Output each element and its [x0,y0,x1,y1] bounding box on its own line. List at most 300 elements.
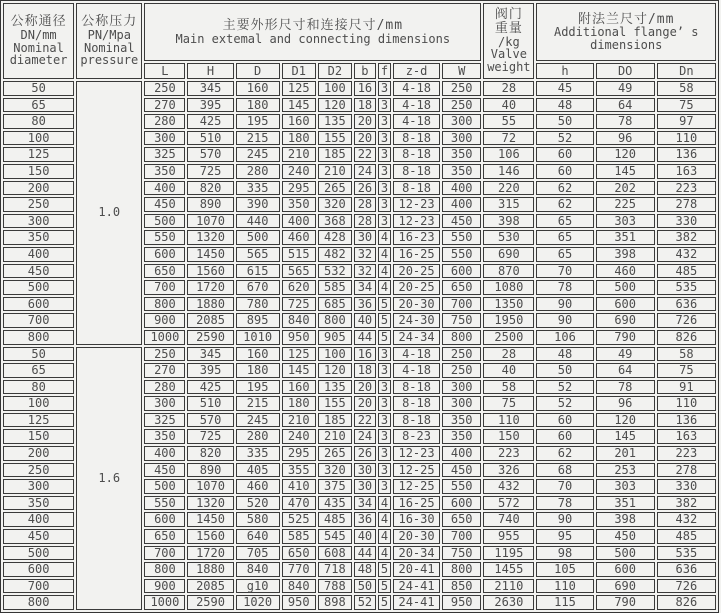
table-header [3,3,716,79]
cell-Dn: 110 [657,396,716,411]
cell-f: 4 [378,264,391,279]
cell-H: 1450 [187,247,233,262]
cell-z-d: 20-30 [393,529,440,544]
cell-z-d: 20-25 [393,280,440,295]
cell-D1: 125 [282,347,316,362]
cell-b: 30 [354,230,376,245]
cell-z-d: 24-34 [393,330,440,345]
cell-dn: 500 [3,546,74,561]
cell-L: 600 [144,512,185,527]
cell-dn: 450 [3,264,74,279]
cell-DO: 690 [596,579,655,594]
cell-H: 510 [187,396,233,411]
cell-weight: 315 [483,197,534,212]
cell-Dn: 58 [657,347,716,362]
cell-z-d: 8-18 [393,181,440,196]
cell-H: 1070 [187,214,233,229]
section-pn-1_6 [3,347,716,611]
header-nominal-pressure-en2: pressure [80,53,139,68]
cell-b: 30 [354,479,376,494]
cell-z-d: 8-18 [393,164,440,179]
cell-H: 820 [187,181,233,196]
cell-DO: 450 [596,529,655,544]
cell-W: 300 [442,131,481,146]
cell-b: 32 [354,264,376,279]
cell-b: 44 [354,546,376,561]
cell-D2: 585 [318,280,352,295]
cell-D2: 375 [318,479,352,494]
cell-Dn: 163 [657,429,716,444]
cell-H: 1880 [187,297,233,312]
col-header-W: W [442,63,481,79]
cell-D1: 410 [282,479,316,494]
cell-D: 840 [236,562,280,577]
cell-D2: 905 [318,330,352,345]
cell-f: 4 [378,280,391,295]
cell-b: 26 [354,181,376,196]
cell-f: 3 [378,164,391,179]
cell-DO: 120 [596,413,655,428]
header-nominal-pressure [76,3,142,79]
cell-DO: 64 [596,363,655,378]
cell-W: 850 [442,579,481,594]
cell-D1: 125 [282,81,316,96]
cell-W: 550 [442,247,481,262]
cell-D: 705 [236,546,280,561]
cell-H: 2590 [187,330,233,345]
cell-D1: 160 [282,380,316,395]
cell-W: 350 [442,147,481,162]
cell-dn: 125 [3,147,74,162]
cell-D: 245 [236,147,280,162]
cell-z-d: 20-30 [393,297,440,312]
cell-h: 60 [536,147,593,162]
cell-z-d: 16-25 [393,247,440,262]
cell-W: 350 [442,413,481,428]
cell-H: 725 [187,164,233,179]
cell-D1: 840 [282,313,316,328]
cell-H: 1070 [187,479,233,494]
cell-h: 45 [536,81,593,96]
cell-DO: 351 [596,230,655,245]
cell-b: 20 [354,114,376,129]
cell-H: 820 [187,446,233,461]
cell-weight: 1080 [483,280,534,295]
cell-z-d: 8-18 [393,131,440,146]
cell-z-d: 20-41 [393,562,440,577]
cell-dn: 450 [3,529,74,544]
cell-weight: 55 [483,114,534,129]
cell-h: 48 [536,98,593,113]
cell-L: 1000 [144,330,185,345]
cell-D: 180 [236,363,280,378]
cell-D2: 185 [318,413,352,428]
cell-b: 34 [354,496,376,511]
cell-h: 98 [536,546,593,561]
cell-D: g10 [236,579,280,594]
cell-Dn: 485 [657,529,716,544]
cell-dn: 50 [3,347,74,362]
cell-weight: 28 [483,347,534,362]
cell-D2: 320 [318,197,352,212]
cell-D: 215 [236,131,280,146]
cell-weight: 220 [483,181,534,196]
cell-Dn: 432 [657,247,716,262]
cell-weight: 150 [483,429,534,444]
cell-D2: 135 [318,380,352,395]
cell-z-d: 12-25 [393,479,440,494]
cell-D2: 482 [318,247,352,262]
cell-f: 3 [378,429,391,444]
cell-Dn: 278 [657,197,716,212]
header-valve-weight-unit: /kg [498,34,520,49]
cell-L: 270 [144,98,185,113]
cell-dn: 100 [3,131,74,146]
cell-D2: 320 [318,463,352,478]
col-header-L: L [144,63,185,79]
cell-W: 400 [442,181,481,196]
cell-z-d: 24-41 [393,595,440,610]
cell-D2: 788 [318,579,352,594]
cell-W: 800 [442,330,481,345]
header-flange-en2: dimensions [590,37,663,52]
cell-z-d: 4-18 [393,114,440,129]
cell-Dn: 726 [657,579,716,594]
cell-b: 34 [354,280,376,295]
cell-D2: 100 [318,347,352,362]
cell-dn: 200 [3,181,74,196]
cell-L: 250 [144,81,185,96]
cell-W: 550 [442,230,481,245]
cell-W: 350 [442,164,481,179]
cell-D: 215 [236,396,280,411]
cell-f: 4 [378,529,391,544]
cell-D2: 120 [318,98,352,113]
cell-D1: 400 [282,214,316,229]
cell-weight: 1455 [483,562,534,577]
cell-h: 90 [536,512,593,527]
cell-f: 3 [378,98,391,113]
cell-h: 106 [536,330,593,345]
cell-b: 18 [354,98,376,113]
cell-D1: 210 [282,147,316,162]
cell-weight: 40 [483,363,534,378]
cell-z-d: 16-30 [393,512,440,527]
cell-W: 450 [442,214,481,229]
cell-D1: 180 [282,131,316,146]
cell-DO: 600 [596,297,655,312]
cell-dn: 800 [3,330,74,345]
cell-L: 700 [144,280,185,295]
cell-b: 36 [354,512,376,527]
cell-D1: 350 [282,197,316,212]
cell-W: 300 [442,396,481,411]
cell-DO: 351 [596,496,655,511]
cell-H: 425 [187,380,233,395]
cell-D2: 210 [318,429,352,444]
cell-b: 24 [354,164,376,179]
cell-W: 250 [442,98,481,113]
col-header-D1: D1 [282,63,316,79]
cell-Dn: 97 [657,114,716,129]
cell-L: 900 [144,313,185,328]
cell-D: 280 [236,429,280,444]
cell-f: 3 [378,363,391,378]
cell-H: 2590 [187,595,233,610]
table-row [3,81,716,96]
cell-DO: 398 [596,512,655,527]
cell-DO: 201 [596,446,655,461]
cell-Dn: 330 [657,214,716,229]
cell-H: 1720 [187,280,233,295]
cell-L: 800 [144,562,185,577]
cell-D1: 240 [282,429,316,444]
cell-W: 700 [442,297,481,312]
header-nominal-pressure-unit: PN/Mpa [87,27,131,42]
cell-L: 1000 [144,595,185,610]
cell-W: 550 [442,479,481,494]
cell-f: 5 [378,595,391,610]
cell-DO: 145 [596,164,655,179]
cell-h: 60 [536,164,593,179]
cell-L: 280 [144,380,185,395]
cell-z-d: 16-23 [393,230,440,245]
cell-DO: 500 [596,280,655,295]
cell-D2: 800 [318,313,352,328]
cell-DO: 225 [596,197,655,212]
header-valve-weight [483,3,534,79]
cell-Dn: 485 [657,264,716,279]
cell-D1: 650 [282,546,316,561]
cell-L: 270 [144,363,185,378]
cell-f: 3 [378,131,391,146]
cell-D: 640 [236,529,280,544]
cell-weight: 1350 [483,297,534,312]
cell-L: 350 [144,164,185,179]
cell-D: 195 [236,114,280,129]
cell-z-d: 4-18 [393,98,440,113]
col-header-H: H [187,63,233,79]
cell-W: 250 [442,81,481,96]
cell-L: 650 [144,529,185,544]
cell-D1: 840 [282,579,316,594]
cell-h: 60 [536,429,593,444]
cell-h: 48 [536,347,593,362]
col-header-f: f [378,63,391,79]
cell-b: 32 [354,247,376,262]
cell-H: 1450 [187,512,233,527]
cell-D2: 265 [318,446,352,461]
cell-D2: 532 [318,264,352,279]
cell-L: 325 [144,147,185,162]
cell-W: 400 [442,446,481,461]
cell-D1: 295 [282,181,316,196]
cell-H: 1880 [187,562,233,577]
cell-f: 4 [378,247,391,262]
cell-f: 5 [378,562,391,577]
cell-H: 345 [187,347,233,362]
cell-D1: 585 [282,529,316,544]
cell-h: 65 [536,214,593,229]
cell-f: 5 [378,313,391,328]
header-valve-weight-en1: Valve [490,47,527,62]
cell-D2: 265 [318,181,352,196]
cell-z-d: 24-41 [393,579,440,594]
table-row [3,347,716,362]
cell-Dn: 432 [657,512,716,527]
cell-h: 70 [536,479,593,494]
cell-f: 3 [378,347,391,362]
cell-D: 405 [236,463,280,478]
cell-Dn: 75 [657,363,716,378]
col-header-D: D [236,63,280,79]
col-header-h: h [536,63,593,79]
cell-h: 60 [536,413,593,428]
cell-D2: 485 [318,512,352,527]
cell-D2: 155 [318,396,352,411]
cell-D2: 100 [318,81,352,96]
cell-h: 115 [536,595,593,610]
cell-W: 650 [442,280,481,295]
cell-W: 250 [442,363,481,378]
section-pn-1_0 [3,81,716,345]
cell-L: 325 [144,413,185,428]
cell-b: 24 [354,429,376,444]
cell-L: 900 [144,579,185,594]
cell-weight: 75 [483,396,534,411]
cell-D1: 620 [282,280,316,295]
cell-L: 280 [144,114,185,129]
cell-DO: 790 [596,330,655,345]
cell-D1: 160 [282,114,316,129]
cell-DO: 790 [596,595,655,610]
cell-b: 44 [354,330,376,345]
cell-dn: 400 [3,512,74,527]
cell-DO: 303 [596,479,655,494]
cell-weight: 1195 [483,546,534,561]
cell-dn: 700 [3,313,74,328]
cell-L: 300 [144,396,185,411]
cell-b: 22 [354,147,376,162]
cell-f: 4 [378,496,391,511]
cell-f: 5 [378,297,391,312]
cell-h: 95 [536,529,593,544]
cell-L: 650 [144,264,185,279]
header-valve-weight-en2: weight [487,59,531,74]
cell-h: 65 [536,230,593,245]
cell-DO: 49 [596,81,655,96]
cell-D2: 545 [318,529,352,544]
cell-H: 1560 [187,264,233,279]
cell-Dn: 163 [657,164,716,179]
header-nominal-diameter-unit: DN/mm [20,27,57,42]
cell-f: 3 [378,147,391,162]
header-flange-zh: 附法兰尺寸/mm [577,11,675,27]
cell-L: 550 [144,496,185,511]
cell-H: 2085 [187,313,233,328]
cell-f: 4 [378,512,391,527]
cell-W: 350 [442,429,481,444]
cell-b: 20 [354,380,376,395]
cell-Dn: 136 [657,413,716,428]
cell-D: 280 [236,164,280,179]
cell-dn: 65 [3,363,74,378]
cell-z-d: 20-25 [393,264,440,279]
cell-weight: 1950 [483,313,534,328]
cell-h: 52 [536,380,593,395]
cell-dn: 250 [3,463,74,478]
cell-dn: 800 [3,595,74,610]
cell-f: 3 [378,214,391,229]
cell-D1: 295 [282,446,316,461]
cell-b: 36 [354,297,376,312]
cell-D1: 515 [282,247,316,262]
cell-weight: 572 [483,496,534,511]
cell-dn: 300 [3,479,74,494]
header-nominal-diameter-zh: 公称通径 [10,14,67,30]
cell-DO: 49 [596,347,655,362]
cell-D: 440 [236,214,280,229]
cell-h: 52 [536,396,593,411]
cell-z-d: 12-23 [393,197,440,212]
cell-z-d: 8-23 [393,429,440,444]
cell-b: 52 [354,595,376,610]
cell-L: 450 [144,463,185,478]
cell-z-d: 24-30 [393,313,440,328]
cell-DO: 690 [596,313,655,328]
cell-Dn: 826 [657,595,716,610]
cell-z-d: 4-18 [393,363,440,378]
cell-D: 160 [236,347,280,362]
cell-f: 3 [378,396,391,411]
cell-D1: 145 [282,363,316,378]
cell-weight: 2500 [483,330,534,345]
cell-D: 565 [236,247,280,262]
header-main-dimensions-zh: 主要外形尺寸和连接尺寸/mm [222,17,404,33]
cell-dn: 150 [3,429,74,444]
cell-Dn: 110 [657,131,716,146]
cell-z-d: 8-18 [393,396,440,411]
cell-b: 28 [354,197,376,212]
header-nominal-pressure-zh: 公称压力 [81,14,138,30]
cell-f: 3 [378,380,391,395]
header-main-dimensions-en: Main extemal and connecting dimensions [175,31,451,46]
cell-L: 500 [144,479,185,494]
cell-f: 5 [378,579,391,594]
cell-weight: 2630 [483,595,534,610]
cell-H: 725 [187,429,233,444]
cell-D1: 240 [282,164,316,179]
cell-weight: 398 [483,214,534,229]
cell-D: 580 [236,512,280,527]
cell-Dn: 330 [657,479,716,494]
cell-Dn: 58 [657,81,716,96]
header-valve-weight-zh1: 阀门 [494,7,523,23]
cell-dn: 400 [3,247,74,262]
cell-H: 1320 [187,230,233,245]
cell-Dn: 535 [657,546,716,561]
cell-h: 70 [536,264,593,279]
cell-Dn: 636 [657,297,716,312]
cell-W: 300 [442,114,481,129]
cell-W: 700 [442,529,481,544]
cell-D: 335 [236,181,280,196]
cell-b: 30 [354,463,376,478]
cell-dn: 500 [3,280,74,295]
cell-W: 950 [442,595,481,610]
cell-f: 3 [378,81,391,96]
cell-Dn: 535 [657,280,716,295]
